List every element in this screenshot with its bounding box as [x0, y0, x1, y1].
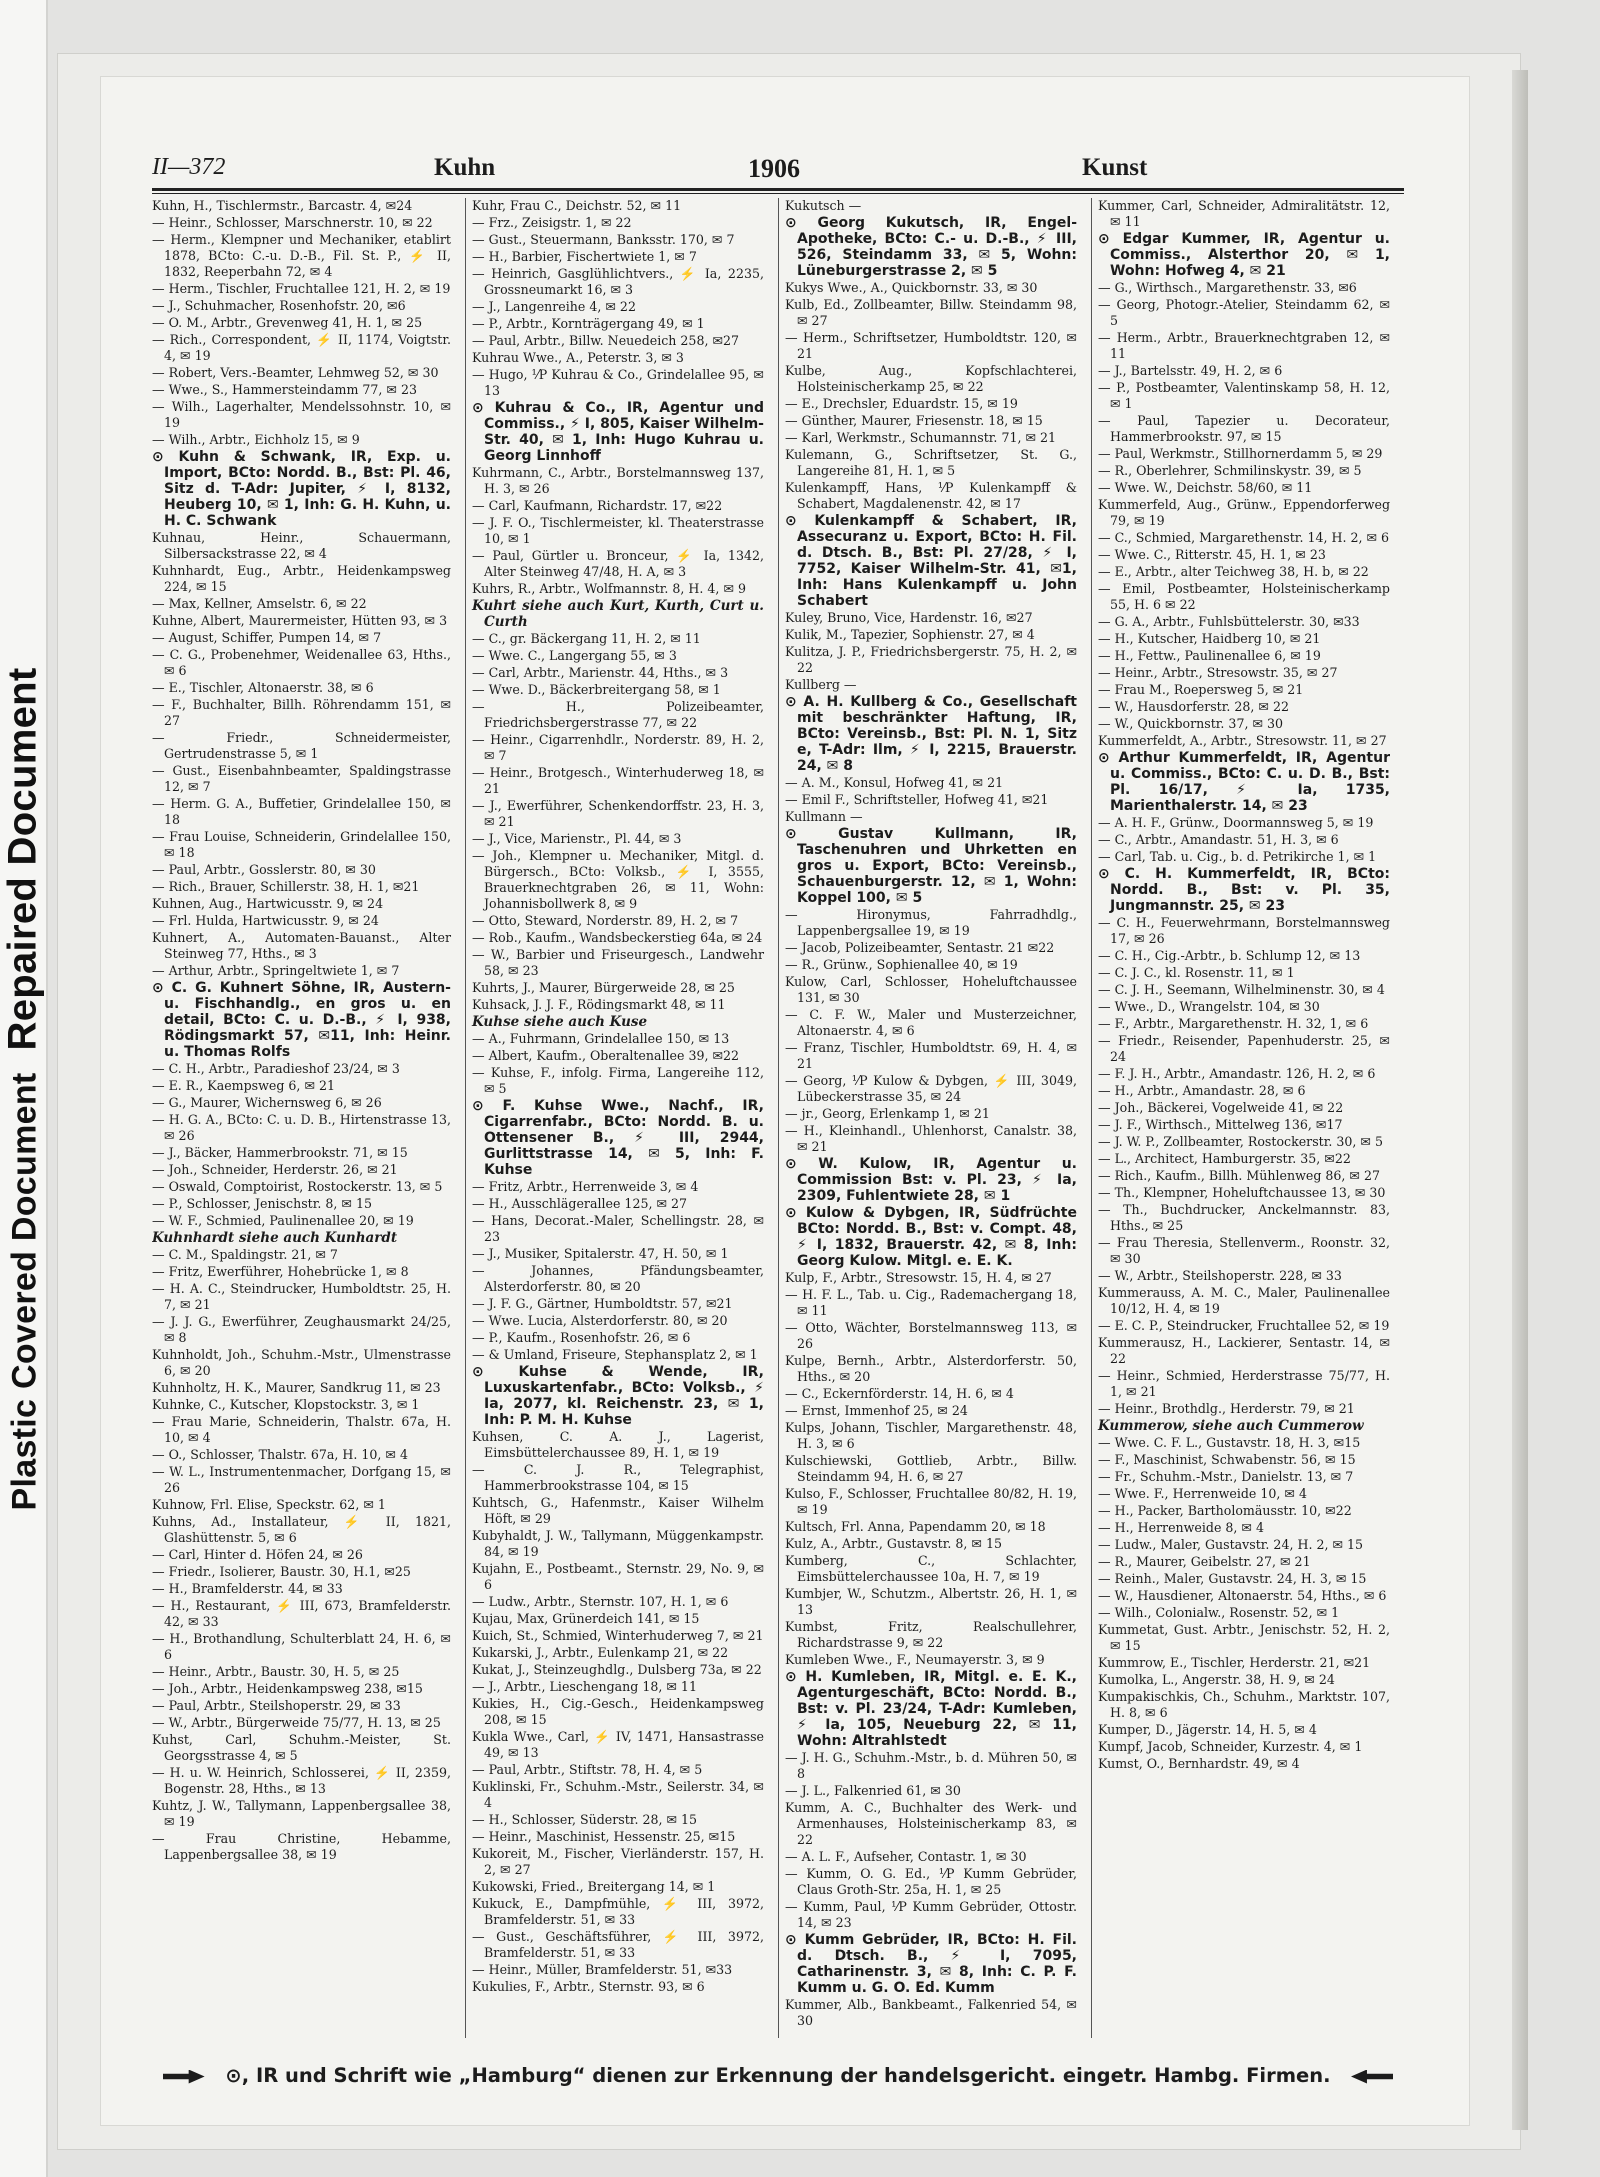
directory-entry: Kulow, Carl, Schlosser, Hoheluftchaussee 131, ✉ 30	[785, 974, 1077, 1005]
directory-entry: — Gust., Steuermann, Banksstr. 170, ✉ 7	[472, 232, 735, 247]
header-last-word: Kunst	[1082, 154, 1148, 181]
directory-entry: — Fritz, Arbtr., Herrenweide 3, ✉ 4	[472, 1179, 699, 1194]
page-footer	[152, 2064, 1404, 2100]
directory-entry: Kulik, M., Tapezier, Sophienstr. 27, ✉ 4	[785, 627, 1035, 642]
directory-entry: — Heinr., Schlosser, Marschnerstr. 10, ✉ 22	[152, 215, 433, 230]
directory-entry: — A. M., Konsul, Hofweg 41, ✉ 21	[785, 775, 1004, 790]
directory-entry: — Friedr., Schneidermeister, Gertrudenstrasse 5, ✉ 1	[152, 730, 451, 761]
directory-entry: — & Umland, Friseure, Stephansplatz 2, ✉ 1	[472, 1347, 758, 1362]
directory-entry: — R., Grünw., Sophienallee 40, ✉ 19	[785, 957, 1018, 972]
directory-entry: Kukies, H., Cig.-Gesch., Heidenkampsweg 208, ✉ 15	[472, 1696, 764, 1727]
directory-entry: Kuklinski, Fr., Schuhm.-Mstr., Seilerstr. 34, ✉ 4	[472, 1779, 764, 1810]
directory-entry: Kujau, Max, Grünerdeich 141, ✉ 15	[472, 1611, 700, 1626]
directory-entry: — Wwe., S., Hammersteindamm 77, ✉ 23	[152, 382, 418, 397]
directory-entry: — Kuhse, F., infolg. Firma, Langereihe 112, ✉ 5	[472, 1065, 764, 1096]
directory-entry: Kukla Wwe., Carl, ⚡ IV, 1471, Hansastrasse 49, ✉ 13	[472, 1729, 764, 1760]
directory-entry: — Gust., Geschäftsführer, ⚡ III, 3972, Bramfelderstr. 51, ✉ 33	[472, 1929, 764, 1960]
directory-entry: — H. A. C., Steindrucker, Humboldtstr. 25, H. 7, ✉ 21	[152, 1281, 451, 1312]
directory-entry: — Heinr., Brotgesch., Winterhuderweg 18, ✉ 21	[472, 765, 764, 796]
directory-entry: — W., Quickbornstr. 37, ✉ 30	[1098, 716, 1284, 731]
directory-entry: — Paul, Arbtr., Gosslerstr. 80, ✉ 30	[152, 862, 376, 877]
directory-entry: Kumolka, L., Angerstr. 38, H. 9, ✉ 24	[1098, 1672, 1335, 1687]
directory-entry: — C. J. R., Telegraphist, Hammerbrookstrasse 104, ✉ 15	[472, 1462, 764, 1493]
directory-entry: Kumpf, Jacob, Schneider, Kurzestr. 4, ✉ 1	[1098, 1739, 1363, 1754]
directory-entry: — H., Arbtr., Amandastr. 28, ✉ 6	[1098, 1083, 1306, 1098]
directory-entry: ⊙ C. G. Kuhnert Söhne, IR, Austern- u. Fischhandlg., en gros u. en detail, BCto: C. u. D.-B., ⚡ I, 938, Rödingsmarkt 57, ✉11, Inh: Heinr. u. Thomas Rolfs	[152, 980, 451, 1060]
directory-columns	[152, 198, 1404, 2038]
directory-entry: — Friedr., Reisender, Papenhuderstr. 25, ✉ 24	[1098, 1033, 1390, 1064]
directory-entry: — W., Arbtr., Steilshoperstr. 228, ✉ 33	[1098, 1268, 1342, 1283]
directory-entry: ⊙ Kulenkampff & Schabert, IR, Assecuranz u. Export, BCto: H. Fil. d. Dtsch. B., Bst: Pl. 27/28, ⚡ I, 7752, Kaiser Wilhelm-Str. 41, ✉1, Inh: Hans Kulenkampff u. John Schabert	[785, 513, 1077, 609]
directory-entry: — W., Hausdiener, Altonaerstr. 54, Hths., ✉ 6	[1098, 1588, 1387, 1603]
directory-entry: — Wwe. Lucia, Alsterdorferstr. 80, ✉ 20	[472, 1313, 728, 1328]
directory-entry: — Rob., Kaufm., Wandsbeckerstieg 64a, ✉ 24	[472, 930, 763, 945]
directory-entry: — Carl, Kaufmann, Richardstr. 17, ✉22	[472, 498, 723, 513]
directory-entry: — Wilh., Arbtr., Eichholz 15, ✉ 9	[152, 432, 360, 447]
directory-entry: — E. R., Kaempsweg 6, ✉ 21	[152, 1078, 336, 1093]
directory-entry: — Frz., Zeisigstr. 1, ✉ 22	[472, 215, 632, 230]
directory-entry: Kuhns, Ad., Installateur, ⚡ II, 1821, Glashüttenstr. 5, ✉ 6	[152, 1514, 451, 1545]
directory-entry: — Frau Theresia, Stellenverm., Roonstr. 32, ✉ 30	[1098, 1235, 1390, 1266]
directory-entry: — J., Vice, Marienstr., Pl. 44, ✉ 3	[472, 831, 682, 846]
directory-entry: — J., Arbtr., Lieschengang 18, ✉ 11	[472, 1679, 697, 1694]
directory-entry: — Emil, Postbeamter, Holsteinischerkamp 55, H. 6 ✉ 22	[1098, 581, 1390, 612]
directory-entry: — R., Oberlehrer, Schmilinskystr. 39, ✉ 5	[1098, 463, 1362, 478]
directory-entry: — Heinr., Arbtr., Baustr. 30, H. 5, ✉ 25	[152, 1664, 400, 1679]
directory-entry: Kukoreit, M., Fischer, Vierländerstr. 157, H. 2, ✉ 27	[472, 1846, 764, 1877]
directory-entry: — H., Bramfelderstr. 44, ✉ 33	[152, 1581, 343, 1596]
directory-entry: — Franz, Tischler, Humboldtstr. 69, H. 4, ✉ 21	[785, 1040, 1077, 1071]
directory-entry: Kuhnke, C., Kutscher, Klopstockstr. 3, ✉ 1	[152, 1397, 420, 1412]
directory-entry: — Herm., Schriftsetzer, Humboldtstr. 120, ✉ 21	[785, 330, 1077, 361]
directory-entry: Kuich, St., Schmied, Winterhuderweg 7, ✉ 21	[472, 1628, 764, 1643]
directory-entry: Kuhrmann, C., Arbtr., Borstelmannsweg 137, H. 3, ✉ 26	[472, 465, 764, 496]
directory-entry: — Paul, Arbtr., Billw. Neuedeich 258, ✉27	[472, 333, 740, 348]
directory-entry: — E., Arbtr., alter Teichweg 38, H. b, ✉ 22	[1098, 564, 1369, 579]
directory-entry: Kummerauss, A. M. C., Maler, Paulinenallee 10/12, H. 4, ✉ 19	[1098, 1285, 1390, 1316]
directory-entry: — Wwe. C., Ritterstr. 45, H. 1, ✉ 23	[1098, 547, 1326, 562]
directory-entry: Kulbe, Aug., Kopfschlachterei, Holsteinischerkamp 25, ✉ 22	[785, 363, 1077, 394]
directory-entry: — Georg, Photogr.-Atelier, Steindamm 62, ✉ 5	[1098, 297, 1390, 328]
directory-entry: — Kumm, O. G. Ed., ⅟P Kumm Gebrüder, Claus Groth-Str. 25a, H. 1, ✉ 25	[785, 1866, 1077, 1897]
directory-entry: — H., Herrenweide 8, ✉ 4	[1098, 1520, 1264, 1535]
directory-entry: Kumleben Wwe., F., Neumayerstr. 3, ✉ 9	[785, 1652, 1045, 1667]
directory-entry: — Carl, Tab. u. Cig., b. d. Petrikirche 1, ✉ 1	[1098, 849, 1377, 864]
directory-entry: — H., Polizeibeamter, Friedrichsbergerstrasse 77, ✉ 22	[472, 699, 764, 730]
directory-entry: — E. C. P., Steindrucker, Fruchtallee 52, ✉ 19	[1098, 1318, 1390, 1333]
sheet-edge	[1512, 70, 1528, 2130]
directory-entry: — C., Arbtr., Amandastr. 51, H. 3, ✉ 6	[1098, 832, 1339, 847]
directory-entry: ⊙ W. Kulow, IR, Agentur u. Commission Bst: v. Pl. 23, ⚡ Ia, 2309, Fuhlentwiete 28, ✉ 1	[785, 1156, 1077, 1204]
directory-entry: — F., Arbtr., Margarethenstr. H. 32, 1, ✉ 6	[1098, 1016, 1369, 1031]
directory-entry: — J. H. G., Schuhm.-Mstr., b. d. Mühren 50, ✉ 8	[785, 1750, 1077, 1781]
directory-entry: Kuhrt siehe auch Kurt, Kurth, Curt u. Curth	[472, 598, 764, 630]
directory-entry: — Wwe., D., Wrangelstr. 104, ✉ 30	[1098, 999, 1320, 1014]
directory-entry: — H. F. L., Tab. u. Cig., Rademachergang 18, ✉ 11	[785, 1287, 1077, 1318]
directory-entry: — L., Architect, Hamburgerstr. 35, ✉22	[1098, 1151, 1351, 1166]
directory-entry: — J. L., Falkenried 61, ✉ 30	[785, 1783, 961, 1798]
directory-entry: Kukuck, E., Dampfmühle, ⚡ III, 3972, Bramfelderstr. 51, ✉ 33	[472, 1896, 764, 1927]
directory-entry: Kulso, F., Schlosser, Fruchtallee 80/82, H. 19, ✉ 19	[785, 1486, 1077, 1517]
directory-entry: Kubyhaldt, J. W., Tallymann, Müggenkampstr. 84, ✉ 19	[472, 1528, 764, 1559]
directory-entry: — Jacob, Polizeibeamter, Sentastr. 21 ✉22	[785, 940, 1055, 955]
directory-entry: — F., Buchhalter, Billh. Röhrendamm 151, ✉ 27	[152, 697, 451, 728]
directory-entry: Kulitza, J. P., Friedrichsbergerstr. 75, H. 2, ✉ 22	[785, 644, 1077, 675]
directory-entry: — H., Kutscher, Haidberg 10, ✉ 21	[1098, 631, 1321, 646]
directory-entry: — J. F. O., Tischlermeister, kl. Theaterstrasse 10, ✉ 1	[472, 515, 764, 546]
directory-entry: ⊙ A. H. Kullberg & Co., Gesellschaft mit beschränkter Haftung, IR, BCto: Vereinsb., Bst: Pl. N. 1, Sitz e, T-Adr: Ilm, ⚡ I, 2215, Brauerstr. 24, ✉ 8	[785, 694, 1077, 774]
pointing-hand-icon	[163, 2070, 205, 2084]
directory-entry: — Joh., Schneider, Herderstr. 26, ✉ 21	[152, 1162, 398, 1177]
directory-entry: ⊙ Kuhrau & Co., IR, Agentur und Commiss., ⚡ I, 805, Kaiser Wilhelm-Str. 40, ✉ 1, Inh: Hugo Kuhrau u. Georg Linnhoff	[472, 400, 764, 464]
directory-entry: — J. W. P., Zollbeamter, Rostockerstr. 30, ✉ 5	[1098, 1134, 1383, 1149]
directory-entry: ⊙ Kuhn & Schwank, IR, Exp. u. Import, BCto: Nordd. B., Bst: Pl. 46, Sitz d. T-Adr: Jupiter, ⚡ I, 8132, Heuberg 10, ✉ 1, Inh: G. H. Kuhn, u. H. C. Schwank	[152, 449, 451, 529]
directory-entry: — C., Schmied, Margarethenstr. 14, H. 2, ✉ 6	[1098, 530, 1390, 545]
directory-entry: ⊙ C. H. Kummerfeldt, IR, BCto: Nordd. B., Bst: v. Pl. 35, Jungmannstr. 25, ✉ 23	[1098, 866, 1390, 914]
directory-entry: — Reinh., Maler, Gustavstr. 24, H. 3, ✉ 15	[1098, 1571, 1367, 1586]
directory-entry: Kummerfeld, Aug., Grünw., Eppendorferweg 79, ✉ 19	[1098, 497, 1390, 528]
directory-entry: Kuhnhardt siehe auch Kunhardt	[152, 1230, 398, 1246]
directory-entry: Kuhnholtz, H. K., Maurer, Sandkrug 11, ✉ 23	[152, 1380, 441, 1395]
directory-entry: — J., Schuhmacher, Rosenhofstr. 20, ✉6	[152, 298, 406, 313]
directory-entry: — Frl. Hulda, Hartwicusstr. 9, ✉ 24	[152, 913, 379, 928]
directory-entry: — J. F., Wirthsch., Mittelweg 136, ✉17	[1098, 1117, 1343, 1132]
directory-entry: Kuhnholdt, Joh., Schuhm.-Mstr., Ulmenstrasse 6, ✉ 20	[152, 1347, 451, 1378]
directory-entry: — O., Schlosser, Thalstr. 67a, H. 10, ✉ 4	[152, 1447, 408, 1462]
directory-entry: Kuhrs, R., Arbtr., Wolfmannstr. 8, H. 4, ✉ 9	[472, 581, 747, 596]
directory-entry: — E., Drechsler, Eduardstr. 15, ✉ 19	[785, 396, 1018, 411]
column-4	[1091, 198, 1396, 2038]
directory-entry: Kummetat, Gust. Arbtr., Jenischstr. 52, H. 2, ✉ 15	[1098, 1622, 1390, 1653]
directory-entry: — Albert, Kaufm., Oberaltenallee 39, ✉22	[472, 1048, 740, 1063]
directory-entry: — C. H., Cig.-Arbtr., b. Schlump 12, ✉ 13	[1098, 948, 1361, 963]
directory-entry: Kuhse siehe auch Kuse	[472, 1014, 648, 1030]
directory-entry: — Rich., Correspondent, ⚡ II, 1174, Voigtstr. 4, ✉ 19	[152, 332, 451, 363]
directory-entry: Kulemann, G., Schriftsetzer, St. G., Langereihe 81, H. 1, ✉ 5	[785, 447, 1077, 478]
directory-entry: — W. F., Schmied, Paulinenallee 20, ✉ 19	[152, 1213, 414, 1228]
directory-entry: — Hugo, ⅟P Kuhrau & Co., Grindelallee 95, ✉ 13	[472, 367, 764, 398]
header-rule	[152, 188, 1404, 194]
directory-entry: — Carl, Arbtr., Marienstr. 44, Hths., ✉ 3	[472, 665, 729, 680]
directory-entry: — Ludw., Arbtr., Sternstr. 107, H. 1, ✉ 6	[472, 1594, 729, 1609]
directory-entry: — Otto, Steward, Norderstr. 89, H. 2, ✉ 7	[472, 913, 739, 928]
directory-entry: — Joh., Arbtr., Heidenkampsweg 238, ✉15	[152, 1681, 423, 1696]
directory-entry: ⊙ H. Kumleben, IR, Mitgl. e. E. K., Agenturgeschäft, BCto: Nordd. B., Bst: v. Pl. 23/24, T-Adr: Kumleben, ⚡ Ia, 105, Neueburg 22, ✉ 11, Wohn: Altrahlstedt	[785, 1669, 1077, 1749]
directory-entry: Kuhsack, J. J. F., Rödingsmarkt 48, ✉ 11	[472, 997, 726, 1012]
directory-entry: — H., Ausschlägerallee 125, ✉ 27	[472, 1196, 688, 1211]
directory-entry: — C., gr. Bäckergang 11, H. 2, ✉ 11	[472, 631, 701, 646]
directory-entry: — C. J. C., kl. Rosenstr. 11, ✉ 1	[1098, 965, 1295, 980]
directory-entry: — Friedr., Isolierer, Baustr. 30, H.1, ✉25	[152, 1564, 411, 1579]
directory-entry: — Herm., Klempner und Mechaniker, etablirt 1878, BCto: C.-u. D.-B., Fil. St. P., ⚡ II, 1832, Reeperbahn 72, ✉ 4	[152, 232, 451, 279]
directory-entry: — H., Restaurant, ⚡ III, 673, Bramfelderstr. 42, ✉ 33	[152, 1598, 451, 1629]
directory-entry: — J., Musiker, Spitalerstr. 47, H. 50, ✉ 1	[472, 1246, 729, 1261]
directory-entry: — F. J. H., Arbtr., Amandastr. 126, H. 2, ✉ 6	[1098, 1066, 1376, 1081]
directory-entry: — Heinr., Maschinist, Hessenstr. 25, ✉15	[472, 1829, 736, 1844]
directory-entry: — Frau Christine, Hebamme, Lappenbergsallee 38, ✉ 19	[152, 1831, 451, 1862]
directory-entry: — W. L., Instrumentenmacher, Dorfgang 15, ✉ 26	[152, 1464, 451, 1495]
directory-entry: — Paul, Arbtr., Steilshoperstr. 29, ✉ 33	[152, 1698, 401, 1713]
directory-entry: — C. G., Probenehmer, Weidenallee 63, Hths., ✉ 6	[152, 647, 451, 678]
directory-entry: — Wwe. F., Herrenweide 10, ✉ 4	[1098, 1486, 1307, 1501]
directory-entry: — Oswald, Comptoirist, Rostockerstr. 13, ✉ 5	[152, 1179, 443, 1194]
directory-entry: — J., Ewerführer, Schenkendorffstr. 23, H. 3, ✉ 21	[472, 798, 764, 829]
directory-entry: Kukulies, F., Arbtr., Sternstr. 93, ✉ 6	[472, 1979, 705, 1994]
directory-entry: — Paul, Tapezier u. Decorateur, Hammerbrookstr. 97, ✉ 15	[1098, 413, 1390, 444]
directory-entry: — Paul, Arbtr., Stiftstr. 78, H. 4, ✉ 5	[472, 1762, 703, 1777]
directory-entry: — R., Maurer, Geibelstr. 27, ✉ 21	[1098, 1554, 1311, 1569]
directory-entry: — Heinr., Schmied, Herderstrasse 75/77, H. 1, ✉ 21	[1098, 1368, 1390, 1399]
directory-entry: — C., Eckernförderstr. 14, H. 6, ✉ 4	[785, 1386, 1014, 1401]
directory-entry: — H. G. A., BCto: C. u. D. B., Hirtenstrasse 13, ✉ 26	[152, 1112, 451, 1143]
directory-entry: Kummerow, siehe auch Cummerow	[1098, 1418, 1364, 1434]
directory-entry: — Georg, ⅟P Kulow & Dybgen, ⚡ III, 3049, Lübeckerstrasse 35, ✉ 24	[785, 1073, 1077, 1104]
directory-entry: — C. H., Arbtr., Paradieshof 23/24, ✉ 3	[152, 1061, 400, 1076]
column-2	[465, 198, 770, 2038]
page-header	[152, 154, 1404, 188]
directory-entry: Kumper, D., Jägerstr. 14, H. 5, ✉ 4	[1098, 1722, 1317, 1737]
directory-entry: — P., Schlosser, Jenischstr. 8, ✉ 15	[152, 1196, 372, 1211]
directory-entry: Kujahn, E., Postbeamt., Sternstr. 29, No. 9, ✉ 6	[472, 1561, 764, 1592]
directory-entry: Kulenkampff, Hans, ⅟P Kulenkampff & Schabert, Magdalenenstr. 42, ✉ 17	[785, 480, 1077, 511]
directory-entry: — G. A., Arbtr., Fuhlsbüttelerstr. 30, ✉33	[1098, 614, 1360, 629]
directory-entry: Kuhr, Frau C., Deichstr. 52, ✉ 11	[472, 198, 682, 213]
directory-entry: Kulps, Johann, Tischler, Margarethenstr. 48, H. 3, ✉ 6	[785, 1420, 1077, 1451]
column-3	[778, 198, 1083, 2038]
directory-entry: Kulschiewski, Gottlieb, Arbtr., Billw. Steindamm 94, H. 6, ✉ 27	[785, 1453, 1077, 1484]
directory-entry: — J. F. G., Gärtner, Humboldtstr. 57, ✉21	[472, 1296, 733, 1311]
directory-entry: — Frau Marie, Schneiderin, Thalstr. 67a, H. 10, ✉ 4	[152, 1414, 451, 1445]
directory-entry: Kulp, F., Arbtr., Stresowstr. 15, H. 4, ✉ 27	[785, 1270, 1052, 1285]
directory-entry: ⊙ Edgar Kummer, IR, Agentur u. Commiss., Alsterthor 20, ✉ 1, Wohn: Hofweg 4, ✉ 21	[1098, 231, 1390, 279]
plastic-covered-label: Plastic Covered Document	[5, 1071, 44, 1510]
directory-entry: ⊙ Kumm Gebrüder, IR, BCto: H. Fil. d. Dtsch. B., ⚡ I, 7095, Catharinenstr. 3, ✉ 8, Inh: C. P. F. Kumm u. G. O. Ed. Kumm	[785, 1932, 1077, 1996]
directory-entry: — Rich., Brauer, Schillerstr. 38, H. 1, ✉21	[152, 879, 420, 894]
directory-entry: — Wwe. W., Deichstr. 58/60, ✉ 11	[1098, 480, 1313, 495]
header-year: 1906	[748, 154, 800, 183]
directory-entry: — H., Fettw., Paulinenallee 6, ✉ 19	[1098, 648, 1321, 663]
directory-entry: — Wwe. C., Langergang 55, ✉ 3	[472, 648, 677, 663]
directory-entry: — J. J. G., Ewerführer, Zeughausmarkt 24/25, ✉ 8	[152, 1314, 451, 1345]
directory-entry: — Joh., Klempner u. Mechaniker, Mitgl. d. Bürgersch., BCto: Volksb., ⚡ I, 3555, Brauerknechtgraben 26, ✉ 11, Wohn: Johannisbollwerk 8, ✉ 9	[472, 848, 764, 911]
directory-entry: — A. H. F., Grünw., Doormannsweg 5, ✉ 19	[1098, 815, 1374, 830]
directory-entry: — Wwe. C. F. L., Gustavstr. 18, H. 3, ✉15	[1098, 1435, 1361, 1450]
directory-entry: ⊙ Georg Kukutsch, IR, Engel-Apotheke, BCto: C.- u. D.-B., ⚡ III, 526, Steindamm 33, ✉ 5, Wohn: Lüneburgerstrasse 2, ✉ 5	[785, 215, 1077, 279]
header-first-word: Kuhn	[434, 154, 496, 181]
directory-entry: Kuhne, Albert, Maurermeister, Hütten 93, ✉ 3	[152, 613, 448, 628]
directory-entry: Kuhtz, J. W., Tallymann, Lappenbergsallee 38, ✉ 19	[152, 1798, 451, 1829]
directory-entry: — A. L. F., Aufseher, Contastr. 1, ✉ 30	[785, 1849, 1027, 1864]
archive-label	[1, 667, 46, 1510]
directory-entry: — C. M., Spaldingstr. 21, ✉ 7	[152, 1247, 338, 1262]
directory-entry: Kumberg, C., Schlachter, Eimsbüttelerchaussee 10a, H. 7, ✉ 19	[785, 1553, 1077, 1584]
directory-entry: Kukys Wwe., A., Quickbornstr. 33, ✉ 30	[785, 280, 1038, 295]
directory-entry: Kuhnau, Heinr., Schauermann, Silbersackstrasse 22, ✉ 4	[152, 530, 451, 561]
directory-entry: ⊙ Kuhse & Wende, IR, Luxuskartenfabr., BCto: Volksb., ⚡ Ia, 2077, kl. Reichenstr. 23, ✉ 1, Inh: P. M. H. Kuhse	[472, 1364, 764, 1428]
directory-entry: — Heinr., Arbtr., Stresowstr. 35, ✉ 27	[1098, 665, 1338, 680]
directory-entry: — P., Kaufm., Rosenhofstr. 26, ✉ 6	[472, 1330, 691, 1345]
directory-entry: Kummer, Alb., Bankbeamt., Falkenried 54, ✉ 30	[785, 1997, 1077, 2028]
column-1	[152, 198, 457, 2038]
directory-entry: ⊙ Gustav Kullmann, IR, Taschenuhren und Uhrketten en gros u. Export, BCto: Vereinsb., Schauenburgerstr. 12, ✉ 1, Wohn: Koppel 100, ✉ 5	[785, 826, 1077, 906]
directory-entry: Kummerausz, H., Lackierer, Sentastr. 14, ✉ 22	[1098, 1335, 1390, 1366]
directory-entry: Kulz, A., Arbtr., Gustavstr. 8, ✉ 15	[785, 1536, 1002, 1551]
directory-entry: — C. F. W., Maler und Musterzeichner, Altonaerstr. 4, ✉ 6	[785, 1007, 1077, 1038]
directory-entry: — Wilh., Lagerhalter, Mendelssohnstr. 10, ✉ 19	[152, 399, 451, 430]
directory-entry: Kuley, Bruno, Vice, Hardenstr. 16, ✉27	[785, 610, 1033, 625]
directory-entry: Kuhtsch, G., Hafenmstr., Kaiser Wilhelm Höft, ✉ 29	[472, 1495, 764, 1526]
directory-entry: Kumst, O., Bernhardstr. 49, ✉ 4	[1098, 1756, 1300, 1771]
directory-page	[100, 76, 1470, 2126]
directory-entry: Kummrow, E., Tischler, Herderstr. 21, ✉21	[1098, 1655, 1371, 1670]
archive-sidebar	[0, 0, 48, 2177]
directory-entry: — Emil F., Schriftsteller, Hofweg 41, ✉21	[785, 792, 1049, 807]
directory-entry: — Hironymus, Fahrradhdlg., Lappenbergsallee 19, ✉ 19	[785, 907, 1077, 938]
directory-entry: Kukowski, Fried., Breitergang 14, ✉ 1	[472, 1879, 716, 1894]
directory-entry: — Gust., Eisenbahnbeamter, Spaldingstrasse 12, ✉ 7	[152, 763, 451, 794]
directory-entry: Kulpe, Bernh., Arbtr., Alsterdorferstr. 50, Hths., ✉ 20	[785, 1353, 1077, 1384]
directory-entry: — Günther, Maurer, Friesenstr. 18, ✉ 15	[785, 413, 1043, 428]
directory-entry: — J., Bäcker, Hammerbrookstr. 71, ✉ 15	[152, 1145, 408, 1160]
directory-entry: — Frau Louise, Schneiderin, Grindelallee 150, ✉ 18	[152, 829, 451, 860]
directory-entry: — Karl, Werkmstr., Schumannstr. 71, ✉ 21	[785, 430, 1057, 445]
directory-entry: — Ernst, Immenhof 25, ✉ 24	[785, 1403, 968, 1418]
directory-entry: — Frau M., Roepersweg 5, ✉ 21	[1098, 682, 1304, 697]
directory-entry: — August, Schiffer, Pumpen 14, ✉ 7	[152, 630, 382, 645]
directory-entry: — Wwe. D., Bäckerbreitergang 58, ✉ 1	[472, 682, 721, 697]
directory-entry: — J., Bartelsstr. 49, H. 2, ✉ 6	[1098, 363, 1283, 378]
directory-entry: — E., Tischler, Altonaerstr. 38, ✉ 6	[152, 680, 374, 695]
directory-entry: — H., Packer, Bartholomäusstr. 10, ✉22	[1098, 1503, 1352, 1518]
repaired-label: Repaired Document	[0, 667, 45, 1050]
directory-entry: — Ludw., Maler, Gustavstr. 24, H. 2, ✉ 15	[1098, 1537, 1364, 1552]
directory-entry: — O. M., Arbtr., Grevenweg 41, H. 1, ✉ 25	[152, 315, 423, 330]
directory-entry: Kumbjer, W., Schutzm., Albertstr. 26, H. 1, ✉ 13	[785, 1586, 1077, 1617]
directory-entry: — G., Wirthsch., Margarethenstr. 33, ✉6	[1098, 280, 1357, 295]
directory-entry: Kukat, J., Steinzeughdlg., Dulsberg 73a, ✉ 22	[472, 1662, 762, 1677]
directory-entry: — jr., Georg, Erlenkamp 1, ✉ 21	[785, 1106, 990, 1121]
directory-entry: — Carl, Hinter d. Höfen 24, ✉ 26	[152, 1547, 363, 1562]
directory-entry: — Johannes, Pfändungsbeamter, Alsterdorferstr. 80, ✉ 20	[472, 1263, 764, 1294]
directory-entry: — H., Kleinhandl., Uhlenhorst, Canalstr. 38, ✉ 21	[785, 1123, 1077, 1154]
directory-entry: — H., Barbier, Fischertwiete 1, ✉ 7	[472, 249, 697, 264]
directory-entry: Kuhrts, J., Maurer, Bürgerweide 28, ✉ 25	[472, 980, 735, 995]
directory-entry: Kultsch, Frl. Anna, Papendamm 20, ✉ 18	[785, 1519, 1046, 1534]
directory-entry: Kumpakischkis, Ch., Schuhm., Marktstr. 107, H. 8, ✉ 6	[1098, 1689, 1390, 1720]
directory-entry: Kuhnow, Frl. Elise, Speckstr. 62, ✉ 1	[152, 1497, 386, 1512]
directory-entry: Kullberg —	[785, 677, 857, 692]
directory-entry: ⊙ F. Kuhse Wwe., Nachf., IR, Cigarrenfabr., BCto: Nordd. B. u. Ottensener B., ⚡ III, 2944, Gurlittstrasse 14, ✉ 5, Inh: F. Kuhse	[472, 1098, 764, 1178]
directory-entry: — Arthur, Arbtr., Springeltwiete 1, ✉ 7	[152, 963, 400, 978]
directory-entry: — Max, Kellner, Amselstr. 6, ✉ 22	[152, 596, 367, 611]
directory-entry: Kuhnhardt, Eug., Arbtr., Heidenkampsweg 224, ✉ 15	[152, 563, 451, 594]
directory-entry: — G., Maurer, Wichernsweg 6, ✉ 26	[152, 1095, 382, 1110]
directory-entry: — Otto, Wächter, Borstelmannsweg 113, ✉ 26	[785, 1320, 1077, 1351]
directory-entry: Kumm, A. C., Buchhalter des Werk- und Armenhauses, Holsteinischerkamp 83, ✉ 22	[785, 1800, 1077, 1847]
directory-entry: Kuhst, Carl, Schuhm.-Meister, St. Georgsstrasse 4, ✉ 5	[152, 1732, 451, 1763]
directory-entry: Kullmann —	[785, 809, 863, 824]
directory-entry: — W., Arbtr., Bürgerweide 75/77, H. 13, ✉ 25	[152, 1715, 441, 1730]
directory-entry: Kukutsch —	[785, 198, 862, 213]
directory-entry: — Th., Klempner, Hoheluftchaussee 13, ✉ 30	[1098, 1185, 1386, 1200]
directory-entry: ⊙ Kulow & Dybgen, IR, Südfrüchte BCto: Nordd. B., Bst: v. Compt. 48, ⚡ I, 1832, Brauerstr. 42, ✉ 8, Inh: Georg Kulow. Mitgl. e. E. K.	[785, 1205, 1077, 1269]
directory-entry: — Rich., Kaufm., Billh. Mühlenweg 86, ✉ 27	[1098, 1168, 1380, 1183]
directory-entry: Kummer, Carl, Schneider, Admiralitätstr. 12, ✉ 11	[1098, 198, 1390, 229]
directory-entry: — H. u. W. Heinrich, Schlosserei, ⚡ II, 2359, Bogenstr. 28, Hths., ✉ 13	[152, 1765, 451, 1796]
directory-entry: — Paul, Gürtler u. Bronceur, ⚡ Ia, 1342, Alter Steinweg 47/48, H. A, ✉ 3	[472, 548, 764, 579]
directory-entry: Kulb, Ed., Zollbeamter, Billw. Steindamm 98, ✉ 27	[785, 297, 1077, 328]
directory-entry: — Herm. G. A., Buffetier, Grindelallee 150, ✉ 18	[152, 796, 451, 827]
directory-entry: — A., Fuhrmann, Grindelallee 150, ✉ 13	[472, 1031, 730, 1046]
directory-entry: — H., Schlosser, Süderstr. 28, ✉ 15	[472, 1812, 698, 1827]
directory-entry: — Heinrich, Gasglühlichtvers., ⚡ Ia, 2235, Grossneumarkt 16, ✉ 3	[472, 266, 764, 297]
directory-entry: — Joh., Bäckerei, Vogelweide 41, ✉ 22	[1098, 1100, 1344, 1115]
directory-entry: — Hans, Decorat.-Maler, Schellingstr. 28, ✉ 23	[472, 1213, 764, 1244]
directory-entry: Kuhnen, Aug., Hartwicusstr. 9, ✉ 24	[152, 896, 384, 911]
directory-entry: — J., Langenreihe 4, ✉ 22	[472, 299, 636, 314]
directory-entry: — C. H., Feuerwehrmann, Borstelmannsweg 17, ✉ 26	[1098, 915, 1390, 946]
directory-entry: — Kumm, Paul, ⅟P Kumm Gebrüder, Ottostr. 14, ✉ 23	[785, 1899, 1077, 1930]
directory-entry: — P., Arbtr., Kornträgergang 49, ✉ 1	[472, 316, 705, 331]
directory-entry: Kuhn, H., Tischlermstr., Barcastr. 4, ✉24	[152, 198, 413, 213]
directory-entry: — P., Postbeamter, Valentinskamp 58, H. 12, ✉ 1	[1098, 380, 1390, 411]
directory-entry: — Heinr., Cigarrenhdlr., Norderstr. 89, H. 2, ✉ 7	[472, 732, 764, 763]
directory-entry: Kummerfeldt, A., Arbtr., Stresowstr. 11, ✉ 27	[1098, 733, 1387, 748]
footer-note: ⊙, IR und Schrift wie „Hamburg“ dienen zur Erkennung der handelsgericht. eingetr. Hambg. Firmen.	[225, 2064, 1331, 2087]
directory-entry: — F., Maschinist, Schwabenstr. 56, ✉ 15	[1098, 1452, 1356, 1467]
directory-entry: Kukarski, J., Arbtr., Eulenkamp 21, ✉ 22	[472, 1645, 729, 1660]
directory-entry: — Heinr., Müller, Bramfelderstr. 51, ✉33	[472, 1962, 733, 1977]
directory-entry: Kuhnert, A., Automaten-Bauanst., Alter Steinweg 77, Hths., ✉ 3	[152, 930, 451, 961]
directory-entry: — Herm., Tischler, Fruchtallee 121, H. 2, ✉ 19	[152, 281, 451, 296]
directory-entry: Kumbst, Fritz, Realschullehrer, Richardstrasse 9, ✉ 22	[785, 1619, 1077, 1650]
directory-entry: — Heinr., Brothdlg., Herderstr. 79, ✉ 21	[1098, 1401, 1355, 1416]
directory-entry: — H., Brothandlung, Schulterblatt 24, H. 6, ✉ 6	[152, 1631, 451, 1662]
directory-entry: Kuhsen, C. A. J., Lagerist, Eimsbüttelerchaussee 89, H. 1, ✉ 19	[472, 1429, 764, 1460]
directory-entry: — C. J. H., Seemann, Wilhelminenstr. 30, ✉ 4	[1098, 982, 1385, 997]
directory-entry: ⊙ Arthur Kummerfeldt, IR, Agentur u. Commiss., BCto: C. u. D. B., Bst: Pl. 16/17, ⚡ Ia, 1735, Marienthalerstr. 14, ✉ 23	[1098, 750, 1390, 814]
directory-entry: — Fr., Schuhm.-Mstr., Danielstr. 13, ✉ 7	[1098, 1469, 1354, 1484]
directory-entry: — W., Hausdorferstr. 28, ✉ 22	[1098, 699, 1289, 714]
pointing-hand-icon	[1351, 2070, 1393, 2084]
directory-entry: — Fritz, Ewerführer, Hohebrücke 1, ✉ 8	[152, 1264, 409, 1279]
page-number: II—372	[152, 154, 226, 180]
directory-entry: — Th., Buchdrucker, Anckelmannstr. 83, Hths., ✉ 25	[1098, 1202, 1390, 1233]
directory-entry: — Robert, Vers.-Beamter, Lehmweg 52, ✉ 30	[152, 365, 439, 380]
directory-entry: — Herm., Arbtr., Brauerknechtgraben 12, ✉ 11	[1098, 330, 1390, 361]
directory-entry: — W., Barbier und Friseurgesch., Landwehr 58, ✉ 23	[472, 947, 764, 978]
directory-entry: Kuhrau Wwe., A., Peterstr. 3, ✉ 3	[472, 350, 684, 365]
directory-entry: — Wilh., Colonialw., Rosenstr. 52, ✉ 1	[1098, 1605, 1340, 1620]
directory-entry: — Paul, Werkmstr., Stillhornerdamm 5, ✉ 29	[1098, 446, 1383, 461]
